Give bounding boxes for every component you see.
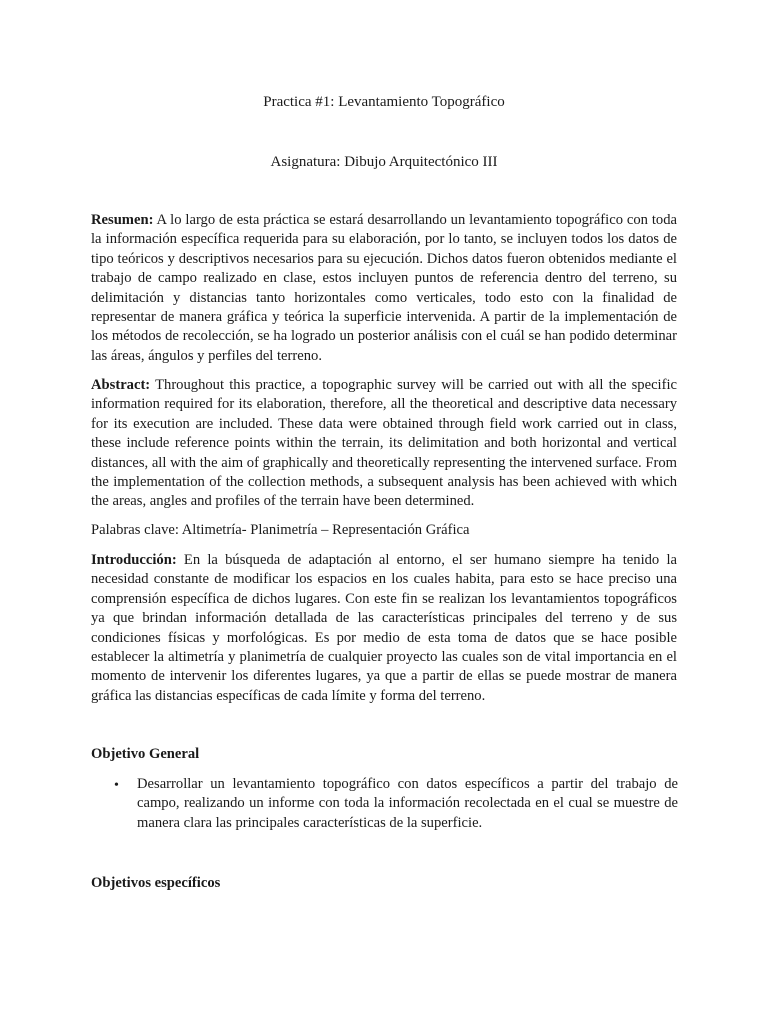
bullet-icon: • — [114, 778, 119, 793]
objetivo-general-heading: Objetivo General — [91, 746, 200, 762]
abstract-text: Throughout this practice, a topographic survey will be carried out with all the specific information required for its elaboration, therefore, all the theoretical and descriptive data necessary for its execution are included. These data were obtained through field work carried out in class, these include reference points within the terrain, its delimitation and both horizontal and vertical distances, all with the aim of graphically and theoretically representing the intervened surface. From the implementation of the collection methods, a subsequent analysis has been achieved with which the areas, angles and profiles of the terrain have been determined. — [91, 377, 677, 510]
abstract-label: Abstract: — [91, 377, 151, 393]
keywords-line: Palabras clave: Altimetría- Planimetría – Representación Gráfica — [91, 522, 470, 538]
resumen-text: A lo largo de esta práctica se estará desarrollando un levantamiento topográfico con toda la información específica requerida para su elaboración, por lo tanto, se incluyen todos los datos de tipo teóricos y descriptivos necesarios para su ejecución. Dichos datos fueron obtenidos mediante el trabajo de campo realizado en clase, estos incluyen puntos de referencia dentro del terreno, su delimitación y distancias tanto horizontales como verticales, todo esto con la finalidad de representar de manera gráfica y teórica la superficie intervenida. A partir de la implementación de los métodos de recolección, se ha logrado un posterior análisis con el cuál se han podido determinar las áreas, ángulos y perfiles del terreno. — [91, 212, 677, 364]
abstract-paragraph — [91, 376, 677, 512]
introduccion-label: Introducción: — [91, 552, 177, 568]
introduccion-paragraph — [91, 551, 677, 706]
objetivo-general-item: Desarrollar un levantamiento topográfico con datos específicos a partir del trabajo de campo, realizando un informe con toda la información recolectada en el cual se muestre de manera clara las principales características de la superficie. — [137, 776, 678, 831]
subject-line: Asignatura: Dibujo Arquitectónico III — [270, 154, 498, 170]
document-title: Practica #1: Levantamiento Topográfico — [263, 94, 505, 110]
resumen-paragraph — [91, 211, 677, 366]
resumen-label: Resumen: — [91, 212, 154, 228]
introduccion-text: En la búsqueda de adaptación al entorno, el ser humano siempre ha tenido la necesidad constante de modificar los espacios en los cuales habita, para esto se hace preciso una comprensión específica de dichos lugares. Con este fin se realizan los levantamientos topográficos ya que brindan información detallada de las características principales del terreno y de sus condiciones físicas y morfológicas. Es por medio de esta toma de datos que se hace posible establecer la altimetría y planimetría de cualquier proyecto las cuales son de vital importancia en el momento de intervenir los diferentes lugares, ya que a partir de ellas se puede mostrar de manera gráfica las distancias específicas de cada límite y forma del terreno. — [91, 552, 677, 704]
objetivos-especificos-heading: Objetivos específicos — [91, 875, 221, 891]
